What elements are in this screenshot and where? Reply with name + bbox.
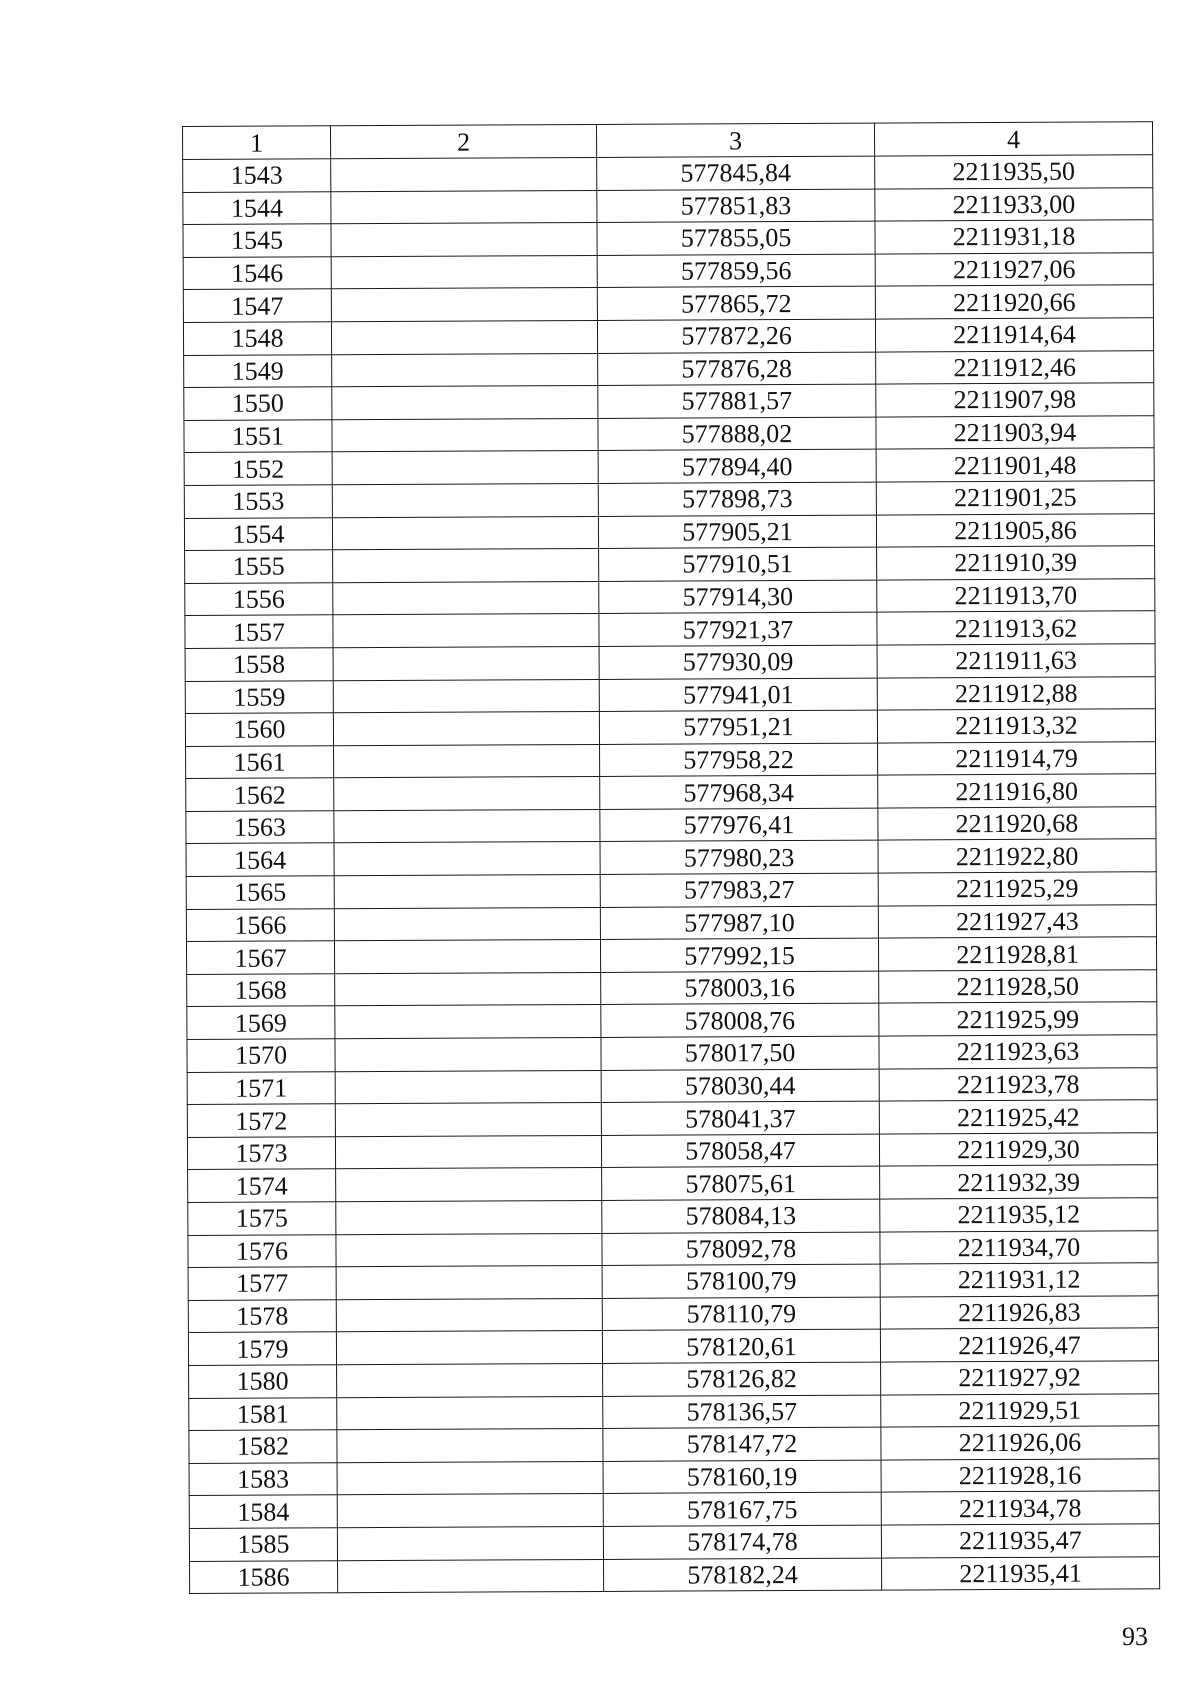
point-number-cell: 1552 <box>184 452 332 485</box>
point-number-cell: 1563 <box>186 811 334 844</box>
description-cell <box>333 646 599 680</box>
y-coordinate-cell: 2211905,86 <box>876 513 1154 547</box>
y-coordinate-cell: 2211934,78 <box>881 1491 1159 1525</box>
table-row <box>187 1035 1157 1072</box>
x-coordinate-cell: 578110,79 <box>602 1297 880 1331</box>
x-coordinate-cell: 577859,56 <box>597 254 875 288</box>
x-coordinate-cell: 577888,02 <box>598 417 876 451</box>
x-coordinate-cell: 578167,75 <box>603 1492 881 1526</box>
y-coordinate-cell: 2211910,39 <box>877 546 1155 580</box>
table-row <box>184 448 1154 485</box>
description-cell <box>333 679 599 713</box>
point-number-cell: 1569 <box>187 1006 335 1039</box>
description-cell <box>334 744 600 778</box>
y-coordinate-cell: 2211912,46 <box>876 350 1154 384</box>
point-number-cell: 1555 <box>185 550 333 583</box>
description-cell <box>331 288 597 322</box>
x-coordinate-cell: 577992,15 <box>600 938 878 972</box>
description-cell <box>334 809 600 843</box>
table-body <box>183 155 1160 1594</box>
point-number-cell: 1567 <box>186 941 334 974</box>
point-number-cell: 1584 <box>189 1495 337 1528</box>
table-row <box>186 839 1156 876</box>
y-coordinate-cell: 2211931,18 <box>875 220 1153 254</box>
table-row <box>183 220 1153 257</box>
table-row <box>185 644 1155 681</box>
point-number-cell: 1543 <box>183 159 331 192</box>
point-number-cell: 1545 <box>183 224 331 257</box>
table-row <box>187 1002 1157 1039</box>
x-coordinate-cell: 578058,47 <box>601 1134 879 1168</box>
table-row <box>187 1133 1157 1170</box>
description-cell <box>336 1168 602 1202</box>
description-cell <box>335 1070 601 1104</box>
x-coordinate-cell: 578017,50 <box>601 1036 879 1070</box>
y-coordinate-cell: 2211929,30 <box>879 1133 1157 1167</box>
description-cell <box>332 353 598 387</box>
x-coordinate-cell: 577910,51 <box>599 547 877 581</box>
table-row <box>188 1328 1158 1365</box>
point-number-cell: 1580 <box>189 1365 337 1398</box>
point-number-cell: 1547 <box>183 289 331 322</box>
y-coordinate-cell: 2211913,62 <box>877 611 1155 645</box>
y-coordinate-cell: 2211928,81 <box>878 937 1156 971</box>
table-row <box>188 1263 1158 1300</box>
x-coordinate-cell: 577894,40 <box>598 449 876 483</box>
point-number-cell: 1560 <box>185 713 333 746</box>
description-cell <box>335 1037 601 1071</box>
description-cell <box>337 1429 603 1463</box>
y-coordinate-cell: 2211903,94 <box>876 416 1154 450</box>
point-number-cell: 1558 <box>185 648 333 681</box>
y-coordinate-cell: 2211926,06 <box>881 1426 1159 1460</box>
table-row <box>184 350 1154 387</box>
y-coordinate-cell: 2211928,16 <box>881 1458 1159 1492</box>
table-row <box>188 1296 1158 1333</box>
description-cell <box>334 907 600 941</box>
y-coordinate-cell: 2211935,41 <box>882 1556 1160 1590</box>
description-cell <box>337 1363 603 1397</box>
point-number-cell: 1553 <box>184 485 332 518</box>
y-coordinate-cell: 2211927,06 <box>875 253 1153 287</box>
table-row <box>185 578 1155 615</box>
table-row <box>190 1556 1160 1593</box>
y-coordinate-cell: 2211911,63 <box>877 644 1155 678</box>
x-coordinate-cell: 577983,27 <box>600 873 878 907</box>
table-row <box>184 383 1154 420</box>
x-coordinate-cell: 577941,01 <box>599 678 877 712</box>
x-coordinate-cell: 577951,21 <box>599 710 877 744</box>
y-coordinate-cell: 2211929,51 <box>881 1393 1159 1427</box>
point-number-cell: 1550 <box>184 387 332 420</box>
x-coordinate-cell: 578147,72 <box>603 1427 881 1461</box>
description-cell <box>336 1266 602 1300</box>
description-cell <box>333 712 599 746</box>
y-coordinate-cell: 2211925,42 <box>879 1100 1157 1134</box>
y-coordinate-cell: 2211933,00 <box>875 187 1153 221</box>
x-coordinate-cell: 577914,30 <box>599 580 877 614</box>
y-coordinate-cell: 2211928,50 <box>879 970 1157 1004</box>
column-header: 4 <box>874 122 1152 156</box>
table-row <box>186 807 1156 844</box>
y-coordinate-cell: 2211923,78 <box>879 1067 1157 1101</box>
description-cell <box>331 223 597 257</box>
y-coordinate-cell: 2211913,70 <box>877 578 1155 612</box>
description-cell <box>337 1396 603 1430</box>
x-coordinate-cell: 578136,57 <box>603 1395 881 1429</box>
point-number-cell: 1549 <box>184 354 332 387</box>
description-cell <box>332 451 598 485</box>
y-coordinate-cell: 2211901,48 <box>876 448 1154 482</box>
table-row <box>188 1198 1158 1235</box>
description-cell <box>332 418 598 452</box>
table-row <box>186 904 1156 941</box>
description-cell <box>331 190 597 224</box>
description-cell <box>334 875 600 909</box>
table-row <box>189 1458 1159 1495</box>
x-coordinate-cell: 577905,21 <box>598 515 876 549</box>
table-row <box>189 1393 1159 1430</box>
x-coordinate-cell: 577958,22 <box>600 743 878 777</box>
y-coordinate-cell: 2211923,63 <box>879 1035 1157 1069</box>
y-coordinate-cell: 2211935,12 <box>880 1198 1158 1232</box>
point-number-cell: 1573 <box>187 1137 335 1170</box>
point-number-cell: 1572 <box>187 1104 335 1137</box>
table-row <box>186 741 1156 778</box>
y-coordinate-cell: 2211927,92 <box>881 1361 1159 1395</box>
x-coordinate-cell: 578160,19 <box>603 1460 881 1494</box>
point-number-cell: 1551 <box>184 420 332 453</box>
point-number-cell: 1559 <box>185 680 333 713</box>
x-coordinate-cell: 578092,78 <box>602 1232 880 1266</box>
table-row <box>188 1230 1158 1267</box>
x-coordinate-cell: 578100,79 <box>602 1264 880 1298</box>
table-row <box>185 709 1155 746</box>
table-row <box>185 676 1155 713</box>
x-coordinate-cell: 578174,78 <box>603 1525 881 1559</box>
x-coordinate-cell: 578030,44 <box>601 1069 879 1103</box>
point-number-cell: 1544 <box>183 191 331 224</box>
description-cell <box>335 972 601 1006</box>
x-coordinate-cell: 578120,61 <box>602 1329 880 1363</box>
x-coordinate-cell: 578008,76 <box>601 1004 879 1038</box>
description-cell <box>336 1331 602 1365</box>
y-coordinate-cell: 2211920,66 <box>875 285 1153 319</box>
y-coordinate-cell: 2211925,99 <box>879 1002 1157 1036</box>
y-coordinate-cell: 2211934,70 <box>880 1230 1158 1264</box>
point-number-cell: 1574 <box>188 1169 336 1202</box>
y-coordinate-cell: 2211922,80 <box>878 839 1156 873</box>
y-coordinate-cell: 2211932,39 <box>880 1165 1158 1199</box>
description-cell <box>332 516 598 550</box>
table-row <box>184 513 1154 550</box>
description-cell <box>331 157 597 191</box>
x-coordinate-cell: 578041,37 <box>601 1101 879 1135</box>
y-coordinate-cell: 2211927,43 <box>878 904 1156 938</box>
point-number-cell: 1576 <box>188 1234 336 1267</box>
description-cell <box>333 549 599 583</box>
column-header: 2 <box>331 124 597 158</box>
y-coordinate-cell: 2211926,47 <box>880 1328 1158 1362</box>
y-coordinate-cell: 2211912,88 <box>877 676 1155 710</box>
point-number-cell: 1577 <box>188 1267 336 1300</box>
description-cell <box>334 940 600 974</box>
table-row <box>189 1491 1159 1528</box>
y-coordinate-cell: 2211920,68 <box>878 807 1156 841</box>
point-number-cell: 1579 <box>188 1332 336 1365</box>
table-row <box>186 937 1156 974</box>
point-number-cell: 1570 <box>187 1039 335 1072</box>
description-cell <box>337 1494 603 1528</box>
table-row <box>189 1426 1159 1463</box>
table-row <box>183 187 1153 224</box>
x-coordinate-cell: 577855,05 <box>597 221 875 255</box>
table-row <box>189 1524 1159 1561</box>
table-row <box>183 253 1153 290</box>
point-number-cell: 1586 <box>190 1560 338 1593</box>
point-number-cell: 1583 <box>189 1463 337 1496</box>
point-number-cell: 1556 <box>185 582 333 615</box>
column-header: 1 <box>183 126 331 160</box>
point-number-cell: 1566 <box>186 908 334 941</box>
point-number-cell: 1578 <box>188 1300 336 1333</box>
point-number-cell: 1581 <box>189 1397 337 1430</box>
x-coordinate-cell: 578126,82 <box>603 1362 881 1396</box>
description-cell <box>336 1200 602 1234</box>
table-row <box>185 546 1155 583</box>
x-coordinate-cell: 578075,61 <box>602 1167 880 1201</box>
x-coordinate-cell: 577865,72 <box>597 286 875 320</box>
description-cell <box>333 614 599 648</box>
description-cell <box>333 581 599 615</box>
description-cell <box>338 1559 604 1593</box>
point-number-cell: 1557 <box>185 615 333 648</box>
table-row <box>185 611 1155 648</box>
x-coordinate-cell: 578182,24 <box>604 1558 882 1592</box>
point-number-cell: 1575 <box>188 1202 336 1235</box>
table-row <box>183 318 1153 355</box>
x-coordinate-cell: 577921,37 <box>599 612 877 646</box>
x-coordinate-cell: 578084,13 <box>602 1199 880 1233</box>
description-cell <box>335 1135 601 1169</box>
description-cell <box>332 386 598 420</box>
point-number-cell: 1571 <box>187 1071 335 1104</box>
x-coordinate-cell: 578003,16 <box>601 971 879 1005</box>
page-number: 93 <box>1122 1622 1148 1651</box>
y-coordinate-cell: 2211914,64 <box>875 318 1153 352</box>
x-coordinate-cell: 577930,09 <box>599 645 877 679</box>
table-row <box>183 155 1153 192</box>
description-cell <box>337 1461 603 1495</box>
point-number-cell: 1562 <box>186 778 334 811</box>
point-number-cell: 1564 <box>186 843 334 876</box>
x-coordinate-cell: 577968,34 <box>600 775 878 809</box>
table-row <box>187 970 1157 1007</box>
description-cell <box>335 1005 601 1039</box>
table-row <box>187 1067 1157 1104</box>
description-cell <box>334 777 600 811</box>
description-cell <box>332 483 598 517</box>
y-coordinate-cell: 2211914,79 <box>878 741 1156 775</box>
description-cell <box>331 320 597 354</box>
description-cell <box>337 1526 603 1560</box>
description-cell <box>336 1298 602 1332</box>
table-row <box>189 1361 1159 1398</box>
x-coordinate-cell: 577845,84 <box>597 156 875 190</box>
x-coordinate-cell: 577987,10 <box>600 906 878 940</box>
coordinates-table <box>182 121 1160 1594</box>
table-row <box>183 285 1153 322</box>
x-coordinate-cell: 577898,73 <box>598 482 876 516</box>
point-number-cell: 1546 <box>183 257 331 290</box>
x-coordinate-cell: 577980,23 <box>600 841 878 875</box>
x-coordinate-cell: 577881,57 <box>598 384 876 418</box>
description-cell <box>334 842 600 876</box>
column-header: 3 <box>596 123 874 157</box>
x-coordinate-cell: 577872,26 <box>597 319 875 353</box>
description-cell <box>335 1103 601 1137</box>
y-coordinate-cell: 2211926,83 <box>880 1296 1158 1330</box>
table-row <box>184 481 1154 518</box>
table-row <box>187 1100 1157 1137</box>
y-coordinate-cell: 2211907,98 <box>876 383 1154 417</box>
point-number-cell: 1582 <box>189 1430 337 1463</box>
y-coordinate-cell: 2211931,12 <box>880 1263 1158 1297</box>
table-row <box>186 774 1156 811</box>
x-coordinate-cell: 577851,83 <box>597 189 875 223</box>
y-coordinate-cell: 2211935,47 <box>881 1524 1159 1558</box>
x-coordinate-cell: 577976,41 <box>600 808 878 842</box>
y-coordinate-cell: 2211913,32 <box>877 709 1155 743</box>
point-number-cell: 1561 <box>186 745 334 778</box>
point-number-cell: 1548 <box>183 322 331 355</box>
y-coordinate-cell: 2211925,29 <box>878 872 1156 906</box>
point-number-cell: 1585 <box>189 1528 337 1561</box>
description-cell <box>336 1233 602 1267</box>
table-row <box>184 416 1154 453</box>
table-header-row <box>183 122 1153 160</box>
table-row <box>188 1165 1158 1202</box>
table-row <box>186 872 1156 909</box>
x-coordinate-cell: 577876,28 <box>598 352 876 386</box>
point-number-cell: 1565 <box>186 876 334 909</box>
y-coordinate-cell: 2211901,25 <box>876 481 1154 515</box>
description-cell <box>331 255 597 289</box>
point-number-cell: 1568 <box>187 974 335 1007</box>
y-coordinate-cell: 2211935,50 <box>875 155 1153 189</box>
y-coordinate-cell: 2211916,80 <box>878 774 1156 808</box>
point-number-cell: 1554 <box>184 517 332 550</box>
